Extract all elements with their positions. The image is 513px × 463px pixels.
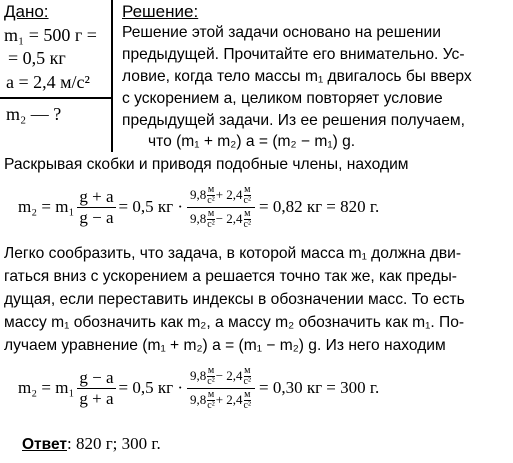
paragraph-2-line-1: Легко сообразить, что задача, в которой масса m₁ должна дви- [4,245,462,262]
formula-2-lhs: m₂ = m₁ [18,378,75,397]
unit-fraction: м с² [243,183,251,206]
unit-fraction: м с² [207,183,215,206]
answer-text: : 820 г; 300 г. [66,434,161,453]
formula-2-symbolic-fraction [77,368,115,409]
solution-heading: Решение: [122,2,199,21]
solution-line-3: ловие, когда тело массы m₁ двигалось бы вверх [122,68,472,85]
formula-1-den-a: 9,8 [190,211,207,226]
find-quantity: m₂ — ? [6,104,62,124]
unit-fraction: м с² [207,207,215,230]
column-divider [111,0,113,152]
formula-2-mid: = 0,5 кг · [118,378,184,397]
formula-2-numerator: g − a [79,367,114,387]
formula-1-symbolic-fraction [77,187,115,228]
given-heading: Дано: [4,2,49,21]
given-acceleration: a = 2,4 м/с² [6,72,90,92]
formula-1-numeric-fraction [187,184,255,231]
paragraph-1: Раскрывая скобки и приводя подобные члены, находим [4,156,409,173]
formula-2-result: = 0,30 кг = 300 г. [258,378,380,397]
formula-1-lhs: m₂ = m₁ [18,197,75,216]
formula-2-denominator: g + a [79,388,114,408]
unit-fraction: м с² [243,388,251,411]
paragraph-2-line-4: массу m₁ обозначить как m₂, а массу m₂ обозначить как m₁. По- [4,314,465,331]
given-mass-kg: = 0,5 кг [8,48,66,68]
paragraph-2-line-5: лучаем уравнение (m₁ + m₂) a = (m₁ − m₂) g. Из него находим [4,337,446,354]
answer-label: Ответ [22,436,67,453]
unit-fraction: м с² [207,388,215,411]
formula-1-numerator: g + a [79,186,114,206]
paragraph-2-line-2: гаться вниз с ускорением a решается точно так же, как преды- [4,268,457,285]
formula-1-result: = 0,82 кг = 820 г. [258,197,380,216]
formula-2-num-a: 9,8 [190,368,207,383]
answer [22,434,161,454]
formula-2-num-b: − 2,4 [215,368,243,383]
formula-2 [18,364,379,412]
given-divider [0,97,111,99]
unit-fraction: м с² [243,207,251,230]
unit-fraction: м с² [243,364,251,387]
formula-1 [18,183,379,231]
solution-line-5: предыдущей задачи. Из ее решения получаем, [122,112,465,129]
formula-2-den-a: 9,8 [190,392,207,407]
paragraph-2-line-3: дущая, если переставить индексы в обозначении масс. То есть [4,291,465,308]
formula-2-numeric-fraction [187,365,255,412]
formula-1-den-b: − 2,4 [215,211,243,226]
solution-line-6: что (m₁ + m₂) a = (m₂ − m₁) g. [148,133,356,150]
formula-1-num-b: + 2,4 [215,187,243,202]
formula-1-num-a: 9,8 [190,187,207,202]
solution-line-1: Решение этой задачи основано на решении [122,24,441,41]
formula-1-mid: = 0,5 кг · [118,197,184,216]
solution-line-2: предыдущей. Прочитайте его внимательно. Ус- [122,46,465,63]
formula-1-denominator: g − a [79,207,114,227]
solution-line-4: с ускорением a, целиком повторяет условие [122,90,443,107]
formula-2-den-b: + 2,4 [215,392,243,407]
given-mass: m₁ = 500 г = [4,25,97,45]
unit-fraction: м с² [207,364,215,387]
